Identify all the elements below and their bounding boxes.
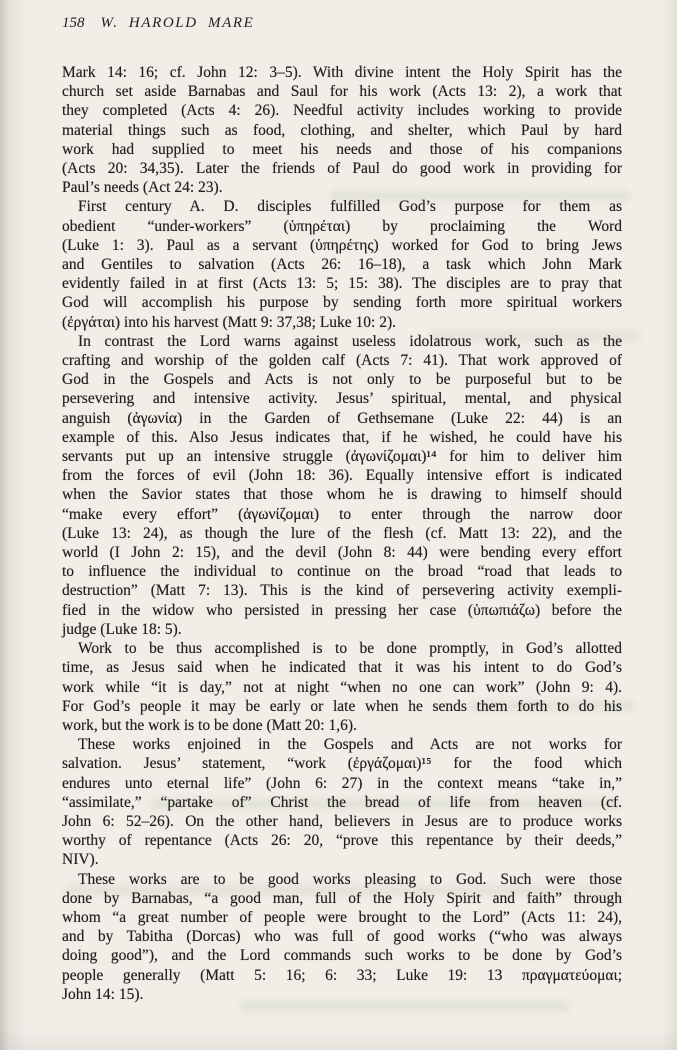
text-line: when the Savior states that those whom he is drawing to himself should (62, 486, 622, 504)
text-line: persevering and intensive activity. Jesus’ spiritual, mental, and physical (62, 390, 622, 408)
paragraph (62, 332, 622, 639)
paragraph (62, 63, 622, 197)
page-number: 158 (62, 15, 85, 31)
text-line: anguish (ἀγωνία) in the Garden of Gethsemane (Luke 22: 44) is an (62, 409, 622, 427)
text-line: For God’s people it may be early or late when he sends them forth to do his (62, 697, 622, 715)
text-line: people generally (Matt 5: 16; 6: 33; Luke 19: 13 πραγματεύομαι; (62, 966, 622, 984)
paragraph (62, 870, 622, 1004)
text-line: from the forces of evil (John 18: 36). Equally intensive effort is indicated (62, 467, 622, 485)
text-line: whom “a great number of people were brought to the Lord” (Acts 11: 24), (62, 908, 622, 926)
text-line: church set aside Barnabas and Saul for his work (Acts 13: 2), a work that (62, 83, 622, 101)
text-line: First century A. D. disciples fulfilled God’s purpose for them as (78, 198, 622, 216)
text-line: work, but the work is to be done (Matt 20: 1,6). (62, 716, 357, 734)
text-line: worthy of repentance (Acts 26: 20, “prove this repentance by their deeds,” (62, 832, 622, 850)
text-line: servants put up an intensive struggle (ἀγωνίζομαι)¹⁴ for him to deliver him (62, 448, 622, 466)
page-header (62, 14, 622, 33)
text-line: Work to be thus accomplished is to be done promptly, in God’s allotted (78, 640, 622, 658)
running-title: W. HAROLD MARE (100, 15, 255, 31)
text-line: judge (Luke 18: 5). (62, 620, 182, 638)
text-line: and Gentiles to salvation (Acts 26: 16–18), a task which John Mark (62, 256, 622, 274)
text-line: destruction” (Matt 7: 13). This is the kind of persevering activity exempli- (62, 582, 622, 600)
text-line: salvation. Jesus’ statement, “work (ἐργάζομαι)¹⁵ for the food which (62, 755, 622, 773)
page-body (62, 63, 622, 1004)
text-line: world (I John 2: 15), and the devil (John 8: 44) were bending every effort (62, 544, 622, 562)
text-line: done by Barnabas, “a good man, full of the Holy Spirit and faith” through (62, 889, 622, 907)
text-line: “assimilate,” “partake of” Christ the bread of life from heaven (cf. (62, 793, 622, 811)
text-line: doing good”), and the Lord commands such works to be done by God’s (62, 947, 622, 965)
text-line: “make every effort” (ἀγωνίζομαι) to enter through the narrow door (62, 505, 622, 523)
text-line: material things such as food, clothing, and shelter, which Paul by hard (62, 121, 622, 139)
text-line: God in the Gospels and Acts is not only to be purposeful but to be (62, 371, 622, 389)
text-line: Mark 14: 16; cf. John 12: 3–5). With divine intent the Holy Spirit has the (62, 64, 622, 81)
text-line: In contrast the Lord warns against useless idolatrous work, such as the (78, 332, 622, 350)
text-line: work while “it is day,” not at night “when no one can work” (John 9: 4). (62, 678, 622, 696)
text-line: NIV). (62, 851, 99, 869)
text-line: example of this. Also Jesus indicates that, if he wished, he could have his (62, 428, 622, 446)
text-line: God will accomplish his purpose by sending forth more spiritual workers (62, 294, 622, 312)
text-line: they completed (Acts 4: 26). Needful activity includes working to provide (62, 102, 622, 120)
text-line: (Luke 13: 24), as though the lure of the flesh (cf. Matt 13: 22), and the (62, 524, 622, 542)
text-line: evidently failed in at first (Acts 13: 5; 15: 38). The disciples are to pray that (62, 275, 622, 293)
paragraph (62, 735, 622, 869)
paragraph (62, 197, 622, 331)
text-line: endures unto eternal life” (John 6: 27) in the context means “take in,” (62, 774, 622, 792)
text-line: work had supplied to meet his needs and those of his companions (62, 140, 622, 158)
text-line: Paul’s needs (Act 24: 23). (62, 179, 223, 197)
text-line: to influence the individual to continue on the broad “road that leads to (62, 563, 622, 581)
text-line: fied in the widow who persisted in pressing her case (ὑπωπιάζω) before the (62, 601, 622, 619)
text-line: (Luke 1: 3). Paul as a servant (ὑπηρέτης) worked for God to bring Jews (62, 236, 622, 254)
text-line: These works are to be good works pleasing to God. Such were those (78, 870, 622, 888)
text-line: John 14: 15). (62, 985, 144, 1003)
text-line: John 6: 52–26). On the other hand, believers in Jesus are to produce works (62, 812, 622, 830)
text-line: time, as Jesus said when he indicated that it was his intent to do God’s (62, 659, 622, 677)
text-line: crafting and worship of the golden calf (Acts 7: 41). That work approved of (62, 352, 622, 370)
text-line: obedient “under-workers” (ὑπηρέται) by proclaiming the Word (62, 217, 622, 235)
paragraph (62, 639, 622, 735)
text-line: (Acts 20: 34,35). Later the friends of Paul do good work in providing for (62, 160, 622, 178)
text-line: and by Tabitha (Dorcas) who was full of good works (“who was always (62, 928, 622, 946)
text-line: (ἐργάται) into his harvest (Matt 9: 37,38; Luke 10: 2). (62, 313, 397, 331)
text-line: These works enjoined in the Gospels and Acts are not works for (78, 736, 622, 754)
